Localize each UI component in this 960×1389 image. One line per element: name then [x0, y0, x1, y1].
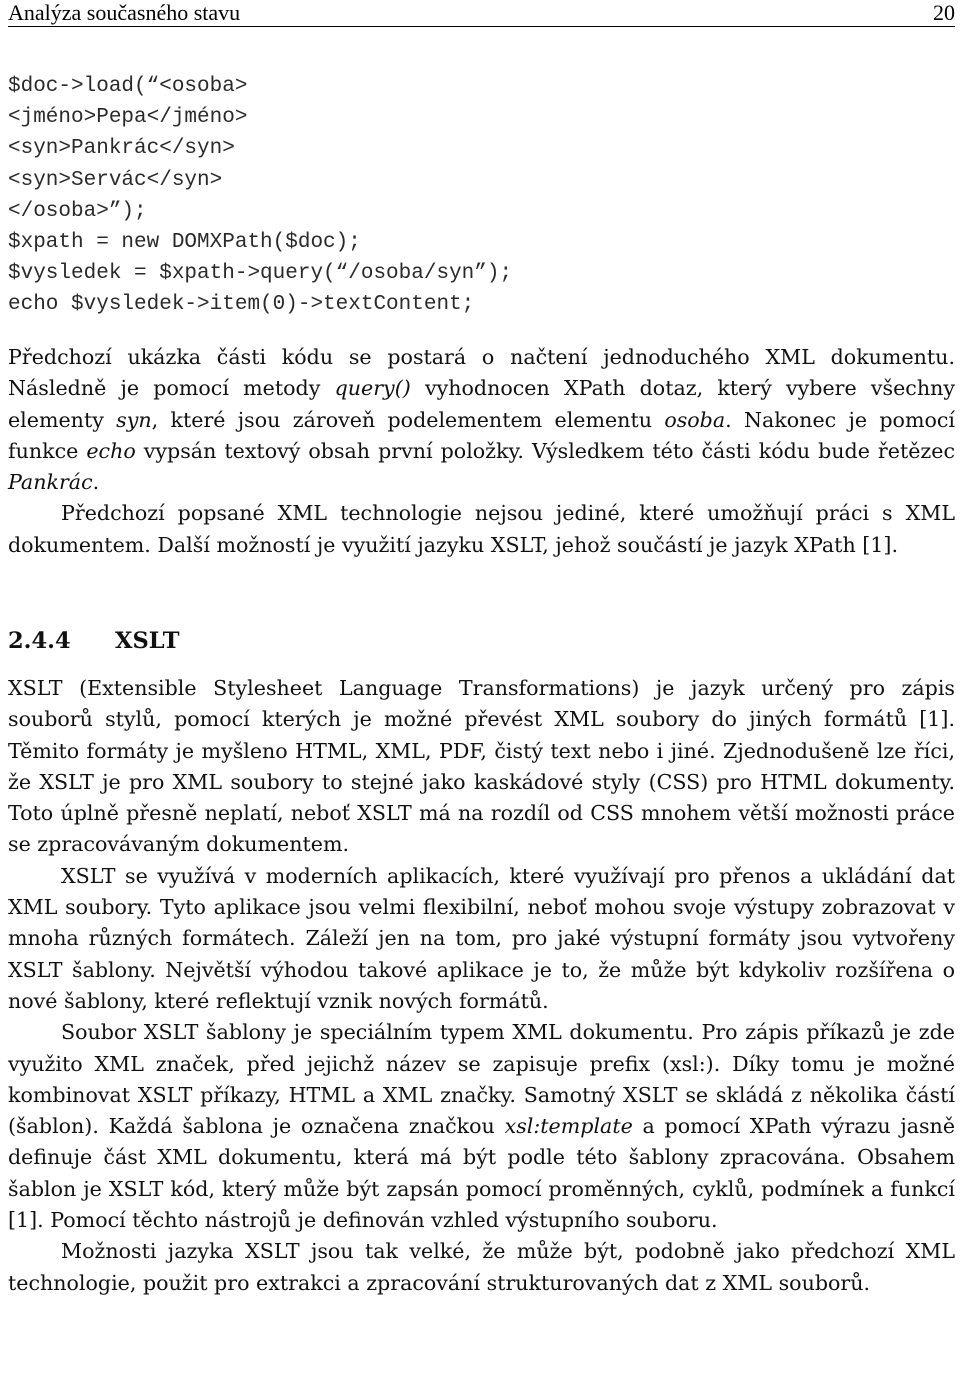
result-string: Pankrác [8, 470, 93, 495]
code-line: <syn>Pankrác</syn> [8, 137, 235, 161]
code-line: <jméno>Pepa</jméno> [8, 106, 248, 130]
body-text-xslt [8, 673, 955, 1299]
paragraph-xslt-structure: Soubor XSLT šablony je speciálním typem XML dokumentu. Pro zápis příkazů je zde využito XML značek, před jejichž název se zapisuje prefix (xsl:). Díky tomu je možné kombinovat XSLT příkazy, HTML a XML značky. Samotný XSLT se skládá z několika částí (šablon). Každá šablona je označena značkou xsl:template a pomocí XPath výrazu jasně definuje část XML dokumentu, která má být podle této šablony zpracována. Obsahem šablon je XSLT kód, který může být zapsán pomocí proměnných, cyklů, podmínek a funkcí [1]. Pomocí těchto nástrojů je definován vzhled výstupního souboru. [8, 1020, 956, 1233]
section-number: 2.4.4 [8, 628, 71, 654]
paragraph-xslt-possibilities: Možnosti jazyka XSLT jsou tak velké, že může být, podobně jako předchozí XML technologie, použit pro extrakci a zpracování strukturovaných dat z XML souborů. [8, 1239, 955, 1295]
page-number: 20 [933, 0, 955, 25]
paragraph-xpath-example: Předchozí ukázka části kódu se postará o načtení jednoduchého XML dokumentu. Následně je pomocí metody query() vyhodnocen XPath dotaz, který vybere všechny elementy syn, které jsou zároveň podelementem elementu osoba. Nakonec je pomocí funkce echo vypsán textový obsah první položky. Výsledkem této části kódu bude řetězec Pankrác. [8, 345, 955, 495]
running-header [8, 0, 955, 27]
paragraph-xml-technologies: Předchozí popsané XML technologie nejsou jediné, které umožňují práci s XML dokumentem. Další možností je využití jazyku XSLT, jehož součástí je jazyk XPath [1]. [8, 501, 955, 557]
body-text-intro [8, 342, 955, 561]
element-name: osoba [664, 407, 726, 432]
template-tag: xsl:template [504, 1114, 633, 1139]
code-line: echo $vysledek->item(0)->textContent; [8, 293, 475, 317]
code-line: $vysledek = $xpath->query(“/osoba/syn”); [8, 262, 513, 286]
document-page [8, 0, 956, 1389]
method-name: query() [334, 376, 411, 401]
chapter-title: Analýza současného stavu [8, 0, 241, 25]
section-title: XSLT [115, 628, 180, 654]
code-line: <syn>Servác</syn> [8, 168, 223, 192]
code-line: $doc->load(“<osoba> [8, 75, 248, 98]
section-heading [8, 624, 179, 658]
code-block [8, 71, 512, 321]
element-name: syn [116, 407, 152, 432]
paragraph-xslt-intro: XSLT (Extensible Stylesheet Language Transformations) je jazyk určený pro zápis souborů stylů, pomocí kterých je možné převést XML soubory do jiných formátů [1]. Těmito formáty je myšleno HTML, XML, PDF, čistý text nebo i jiné. Zjednodušeně lze říci, že XSLT je pro XML soubory to stejné jako kaskádové styly (CSS) pro HTML dokumenty. Toto úplně přesně neplatí, neboť XSLT má na rozdíl od CSS mnohem větší možnosti práce se zpracovávaným dokumentem. [8, 676, 955, 857]
code-line: </osoba>”); [8, 199, 147, 223]
code-line: $xpath = new DOMXPath($doc); [8, 230, 361, 254]
paragraph-xslt-usage: XSLT se využívá v moderních aplikacích, které využívají pro přenos a ukládání dat XML soubory. Tyto aplikace jsou velmi flexibilní, neboť mohou svoje výstupy zobrazovat v mnoha různých formátech. Záleží jen na tom, pro jaké výstupní formáty jsou vytvořeny XSLT šablony. Největší výhodou takové aplikace je to, že může být kdykoliv rozšířena o nové šablony, které reflektují vznik nových formátů. [8, 863, 955, 1013]
function-name: echo [86, 438, 136, 463]
